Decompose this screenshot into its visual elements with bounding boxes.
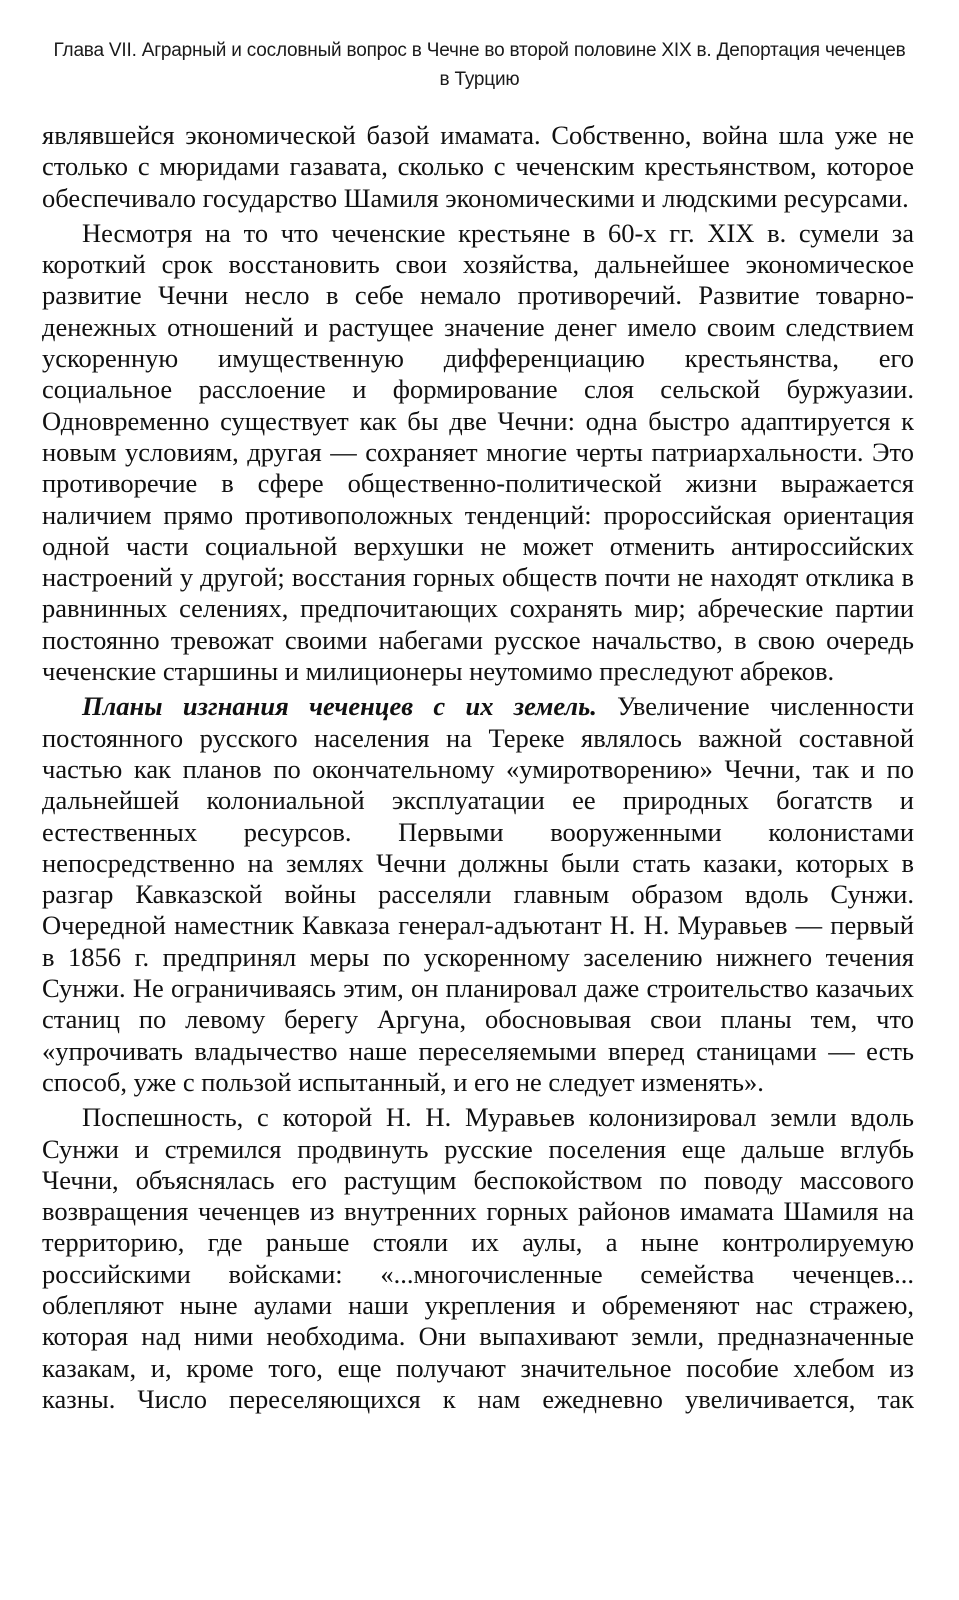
running-header-line-2: в Турцию	[439, 69, 520, 90]
paragraph-2-text: Несмотря на то что чеченские крестьяне в 60-х гг. XIX в. сумели за короткий срок восстановить свои хозяйства, дальнейшее экономическое развитие Чечни несло в себе немало противоречий. Развитие товарно-денежных отношений и растущее значение денег имело своим следствием ускоренную имущественную дифференциацию крестьянства, его социальное расслоение и формирование слоя сельской буржуазии. Одновременно существует как бы две Чечни: одна быстро адаптируется к новым условиям, другая — сохраняет многие черты патриархальности. Это противоречие в сфере общественно-политической жизни выражается наличием прямо противоположных тенденций: пророссийская ориентация одной части социальной верхушки не может отменить антироссийских настроений у другой; восстания горных обществ почти не находят отклика в равнинных селениях, предпочитающих сохранять мир; абреческие партии постоянно тревожат своими набегами русское начальство, в свою очередь чеченские старшины и милиционеры неутомимо преследуют абреков.	[42, 217, 914, 687]
paragraph-1-text: являвшейся экономической базой имамата. Собственно, война шла уже не столько с мюридами газавата, сколько с чеченским крестьянством, которое обеспечивало государство Шамиля экономическими и людскими ресурсами.	[42, 120, 914, 213]
running-header	[20, 36, 939, 94]
paragraph-1	[42, 120, 914, 214]
paragraph-3	[42, 691, 914, 1098]
paragraph-3-text: Увеличение численности постоянного русского населения на Тереке являлось важной составной частью как планов по окончательному «умиротворению» Чечни, так и по дальнейшей колониальной эксплуатации ее природных богатств и естественных ресурсов. Первыми вооруженными колонистами непосредственно на землях Чечни должны были стать казаки, которых в разгар Кавказской войны расселяли главным образом вдоль Сунжи. Очередной наместник Кавказа генерал-адъютант Н. Н. Муравьев — первый в 1856 г. предпринял меры по ускоренному заселению нижнего течения Сунжи. Не ограничиваясь этим, он планировал даже строительство казачьих станиц по левому берегу Аргуна, обосновывая свои планы тем, что «упрочивать владычество наше переселяемыми вперед станицами — есть способ, уже с пользой испытанный, и его не следует изменять».	[42, 691, 914, 1097]
paragraph-4	[42, 1102, 914, 1415]
paragraph-4-text: Поспешность, с которой Н. Н. Муравьев колонизировал земли вдоль Сунжи и стремился продвинуть русские поселения еще дальше вглубь Чечни, объяснялась его растущим беспокойством по поводу массового возвращения чеченцев из внутренних горных районов имамата Шамиля на территорию, где раньше стояли их аулы, а ныне контролируемую российскими войсками: «...многочисленные семейства чеченцев... облепляют ныне аулами наши укрепления и обременяют нас стражею, которая над ними необходима. Они выпахивают земли, предназначенные казакам, и, кроме того, еще получают значительное пособие хлебом из казны. Число переселяющихся к нам ежедневно увеличивается, так	[42, 1102, 914, 1414]
body-text	[42, 120, 914, 1419]
running-header-line-1: Глава VII. Аграрный и сословный вопрос в Чечне во второй половине XIX в. Депортация чеченцев	[53, 40, 906, 61]
paragraph-2	[42, 218, 914, 687]
section-run-in-heading: Планы изгнания чеченцев с их земель.	[82, 691, 597, 722]
